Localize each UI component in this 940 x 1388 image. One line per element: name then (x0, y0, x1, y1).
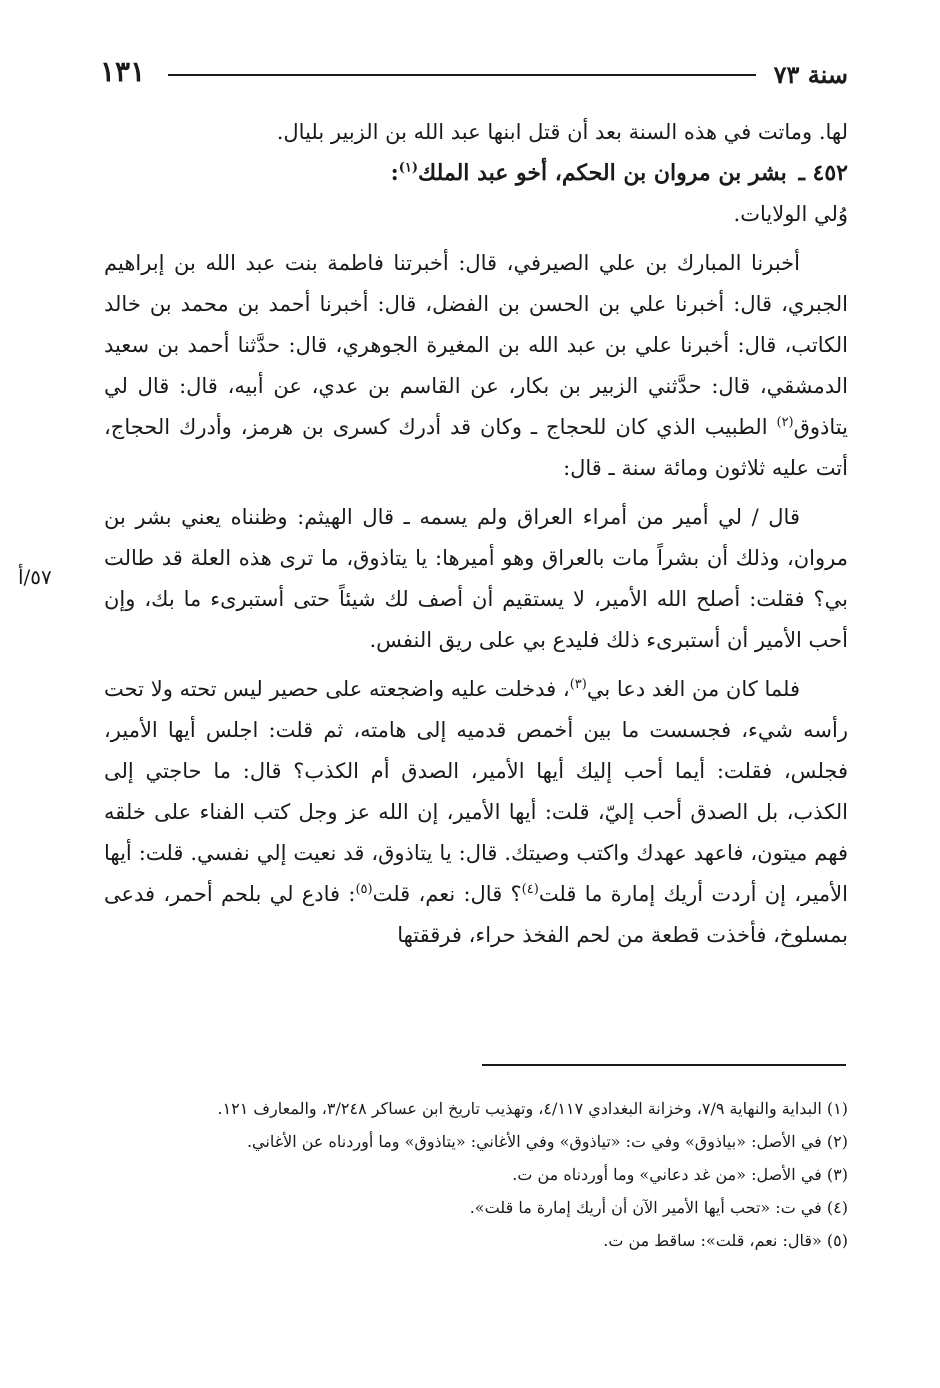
paragraph-dialogue-2-c: ؟ قال: نعم، قلت (372, 882, 522, 906)
page-header (100, 54, 848, 94)
footnote-ref-5[interactable]: (٥) (355, 882, 373, 897)
margin-folio-note: ٥٧/أ (18, 565, 52, 589)
intro-line: لها. وماتت في هذه السنة بعد أن قتل ابنها عبد الله بن الزبير بليال. (276, 120, 848, 144)
footnote-5: (٥) «قال: نعم، قلت»: ساقط من ت. (603, 1231, 848, 1250)
footnote-ref-1[interactable]: (١) (398, 160, 419, 176)
paragraph-isnad-end: الطبيب الذي كان للحجاج ـ وكان قد أدرك كسرى بن هرمز، وأدرك الحجاج، أتت عليه ثلاثون ومائة سنة ـ قال: (104, 415, 848, 480)
footnote-rule (482, 1064, 846, 1066)
paragraph-dialogue-2 (104, 669, 848, 956)
paragraph-isnad (104, 243, 848, 489)
paragraph-isnad-text: أخبرنا المبارك بن علي الصيرفي، قال: أخبرتنا فاطمة بنت عبد الله بن إبراهيم الجبري، قال: أخبرنا علي بن الحسن بن الفضل، قال: أخبرنا أحمد بن محمد بن خالد الكاتب، قال: أخبرنا علي بن عبد الله بن المغيرة الجوهري، قال: حدَّثنا أحمد بن سعيد الدمشقي، قال: حدَّثني الزبير بن بكار، عن القاسم بن عدي، عن أبيه، قال: قال لي يتاذوق (104, 251, 848, 439)
entry-heading (104, 153, 848, 194)
footnote-1: (١) البداية والنهاية ٧/٩، وخزانة البغدادي ٤/١١٧، وتهذيب تاريخ ابن عساكر ٣/٢٤٨، والمعارف ١٢١. (217, 1099, 848, 1118)
footnotes (104, 1092, 848, 1257)
footnote-2: (٢) في الأصل: «بياذوق» وفي ت: «تياذوق» وفي الأغاني: «يتاذوق» وما أوردناه عن الأغاني. (246, 1132, 848, 1151)
page-number: ١٣١ (100, 55, 146, 88)
paragraph-dialogue-2-b: ، فدخلت عليه واضجعته على حصير ليس تحته ولا تحت رأسه شيء، فجسست ما بين أخمص قدميه إلى هامته، ثم قلت: اجلس أيها الأمير، فجلس، فقلت: أيما أحب إليك أيها الأمير، الصدق أم الكذب؟ قال: ما حاجتي إلى الكذب، بل الصدق أحب إليّ، قلت: أيها الأمير، إن الله عز وجل كتب الفناء على خلقه فهم ميتون، فاعهد عهدك واكتب وصيتك. قال: يا يتاذوق، قد نعيت إلي نفسي. قلت: أيها الأمير، إن أردت أريك إمارة ما قلت (104, 677, 848, 906)
footnote-3: (٣) في الأصل: «من غد دعاني» وما أوردناه من ت. (512, 1165, 848, 1184)
entry-title: بشر بن مروان بن الحكم، أخو عبد الملك (418, 160, 787, 186)
entry-title-end: : (390, 160, 399, 186)
running-title: سنة ٧٣ (773, 60, 848, 89)
entry-number: ٤٥٢ ـ (798, 160, 848, 186)
header-rule (168, 74, 756, 76)
footnote-ref-3[interactable]: (٣) (569, 677, 587, 692)
paragraph-dialogue-2-a: فلما كان من الغد دعا بي (586, 677, 800, 701)
footnote-4: (٤) في ت: «تحب أيها الأمير الآن أن أريك إمارة ما قلت». (469, 1198, 848, 1217)
paragraph-dialogue-1: قال / لي أمير من أمراء العراق ولم يسمه ـ قال الهيثم: وظنناه يعني بشر بن مروان، وذلك أن بشراً مات بالعراق وهو أميرها: يا يتاذوق، ما ترى هذه العلة قد طالت بي؟ فقلت: أصلح الله الأمير، لا يستقيم أن أصف لك شيئاً حتى أستبرىء ما بك، وإن أحب الأمير أن أستبرىء ذلك فليدع بي على ريق النفس. (104, 505, 848, 652)
wali-line: وُلي الولايات. (733, 202, 848, 226)
main-text (104, 112, 848, 956)
footnote-ref-2[interactable]: (٢) (776, 415, 794, 430)
footnote-ref-4[interactable]: (٤) (521, 882, 539, 897)
paragraph-dialogue-2-d: : فادع لي بلحم أحمر، فدعى بمسلوخ، فأخذت قطعة من لحم الفخذ حراء، فرققتها (104, 882, 848, 947)
